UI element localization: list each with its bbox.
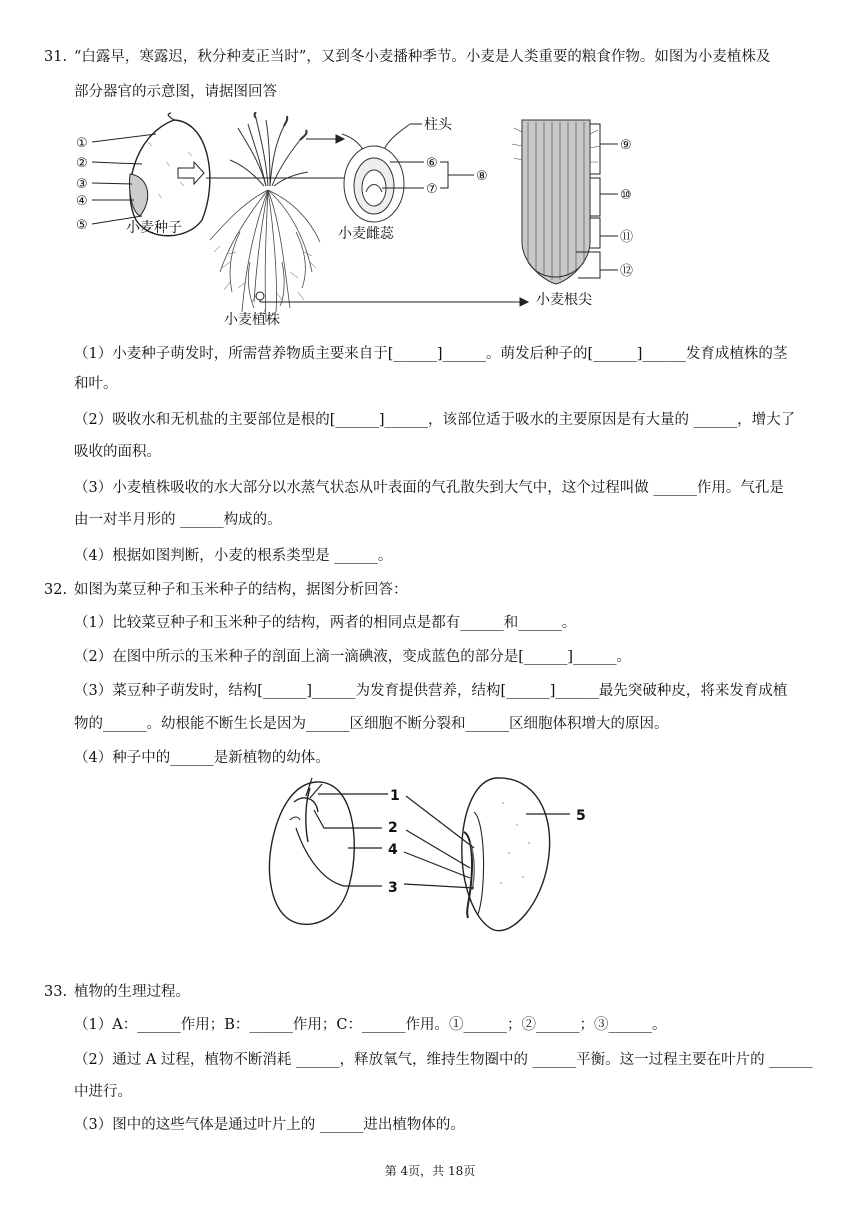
arrow-to-pistil bbox=[306, 135, 344, 143]
q32-part2: （2）在图中所示的玉米种子的剖面上滴一滴碘液，变成蓝色的部分是[______]______。 bbox=[74, 649, 632, 665]
q33-part2-line2: 中进行。 bbox=[74, 1084, 132, 1100]
fig32-label-1: 1 bbox=[390, 788, 400, 804]
marker-5: ⑤ bbox=[76, 218, 88, 233]
stigma-label: 柱头 bbox=[424, 117, 452, 133]
q32-stem: 如图为菜豆种子和玉米种子的结构，据图分析回答： bbox=[74, 582, 408, 598]
q33-part3: （3）图中的这些气体是通过叶片上的 ______进出植物体的。 bbox=[74, 1117, 465, 1133]
plant-caption: 小麦植株 bbox=[224, 312, 280, 328]
q32-part3-line2: 物的______。幼根能不断生长是因为______区细胞不断分裂和______区细胞体积增大的原因。 bbox=[74, 716, 669, 732]
root-tip-caption: 小麦根尖 bbox=[536, 292, 592, 308]
marker-9: ⑨ bbox=[620, 138, 632, 153]
q32-part1: （1）比较菜豆种子和玉米种子的结构，两者的相同点是都有______和______。 bbox=[74, 615, 577, 631]
root-tip-drawing bbox=[512, 120, 600, 284]
marker-7: ⑦ bbox=[426, 182, 438, 197]
q31-part2-line1: （2）吸收水和无机盐的主要部位是根的[______]______，该部位适于吸水的主要原因是有大量的 ______，增大了 bbox=[74, 412, 796, 428]
wheat-pistil-drawing bbox=[342, 124, 410, 222]
fig32-label-2: 2 bbox=[388, 820, 398, 836]
marker-8: ⑧ bbox=[476, 169, 488, 184]
fig32-label-3: 3 bbox=[388, 880, 398, 896]
q31-part1-line2: 和叶。 bbox=[74, 376, 118, 392]
page-footer: 第 4页，共 18页 bbox=[384, 1164, 476, 1178]
marker-6: ⑥ bbox=[426, 156, 438, 171]
wheat-plant-drawing bbox=[210, 112, 320, 322]
q31-part1-line1: （1）小麦种子萌发时，所需营养物质主要来自于[______]______。萌发后种子的[______]______发育成植株的茎 bbox=[74, 346, 788, 362]
q31-wheat-figure bbox=[70, 112, 670, 334]
seed-markers bbox=[76, 136, 88, 233]
q32-part4: （4）种子中的______是新植物的幼体。 bbox=[74, 750, 330, 766]
q31-part3-line2: 由一对半月形的 ______构成的。 bbox=[74, 512, 282, 528]
q31-number: 31. bbox=[44, 49, 68, 65]
corn-seed-drawing bbox=[462, 778, 550, 931]
q33-part1: （1）A：______作用；B：______作用；C：______作用。①______；②______；③______。 bbox=[74, 1017, 667, 1033]
marker-4: ④ bbox=[76, 194, 88, 209]
bean-seed-drawing bbox=[270, 778, 355, 924]
q33-number: 33. bbox=[44, 984, 68, 1000]
marker-2: ② bbox=[76, 156, 88, 171]
q32-seed-figure bbox=[264, 772, 604, 936]
q31-stem-line1: “白露早，寒露迟，秋分种麦正当时”，又到冬小麦播种季节。小麦是人类重要的粮食作物。如图为小麦植株及 bbox=[74, 49, 771, 65]
marker-3: ③ bbox=[76, 177, 88, 192]
q32-part3-line1: （3）菜豆种子萌发时，结构[______]______为发育提供营养，结构[______]______最先突破种皮，将来发育成植 bbox=[74, 683, 788, 699]
pistil-caption: 小麦雌蕊 bbox=[338, 226, 394, 242]
q32-number: 32. bbox=[44, 582, 68, 598]
q33-stem: 植物的生理过程。 bbox=[74, 984, 190, 1000]
marker-10: ⑩ bbox=[620, 188, 632, 203]
q31-part4: （4）根据如图判断，小麦的根系类型是 ______。 bbox=[74, 548, 393, 564]
q33-part2-line1: （2）通过 A 过程，植物不断消耗 ______，释放氧气，维持生物圈中的 ______平衡。这一过程主要在叶片的 ______ bbox=[74, 1052, 813, 1068]
fig32-label-5: 5 bbox=[576, 808, 586, 824]
q31-stem-line2: 部分器官的示意图，请据图回答 bbox=[74, 84, 277, 100]
q31-part3-line1: （3）小麦植株吸收的水大部分以水蒸气状态从叶表面的气孔散失到大气中，这个过程叫做 ______作用。气孔是 bbox=[74, 480, 784, 496]
fig32-label-4: 4 bbox=[388, 842, 398, 858]
q31-part2-line2: 吸收的面积。 bbox=[74, 444, 161, 460]
marker-11: ⑪ bbox=[620, 230, 634, 245]
seed-caption: 小麦种子 bbox=[126, 220, 182, 236]
marker-1: ① bbox=[76, 136, 88, 151]
arrow-to-root-tip bbox=[256, 292, 528, 306]
marker-12: ⑫ bbox=[620, 264, 634, 279]
